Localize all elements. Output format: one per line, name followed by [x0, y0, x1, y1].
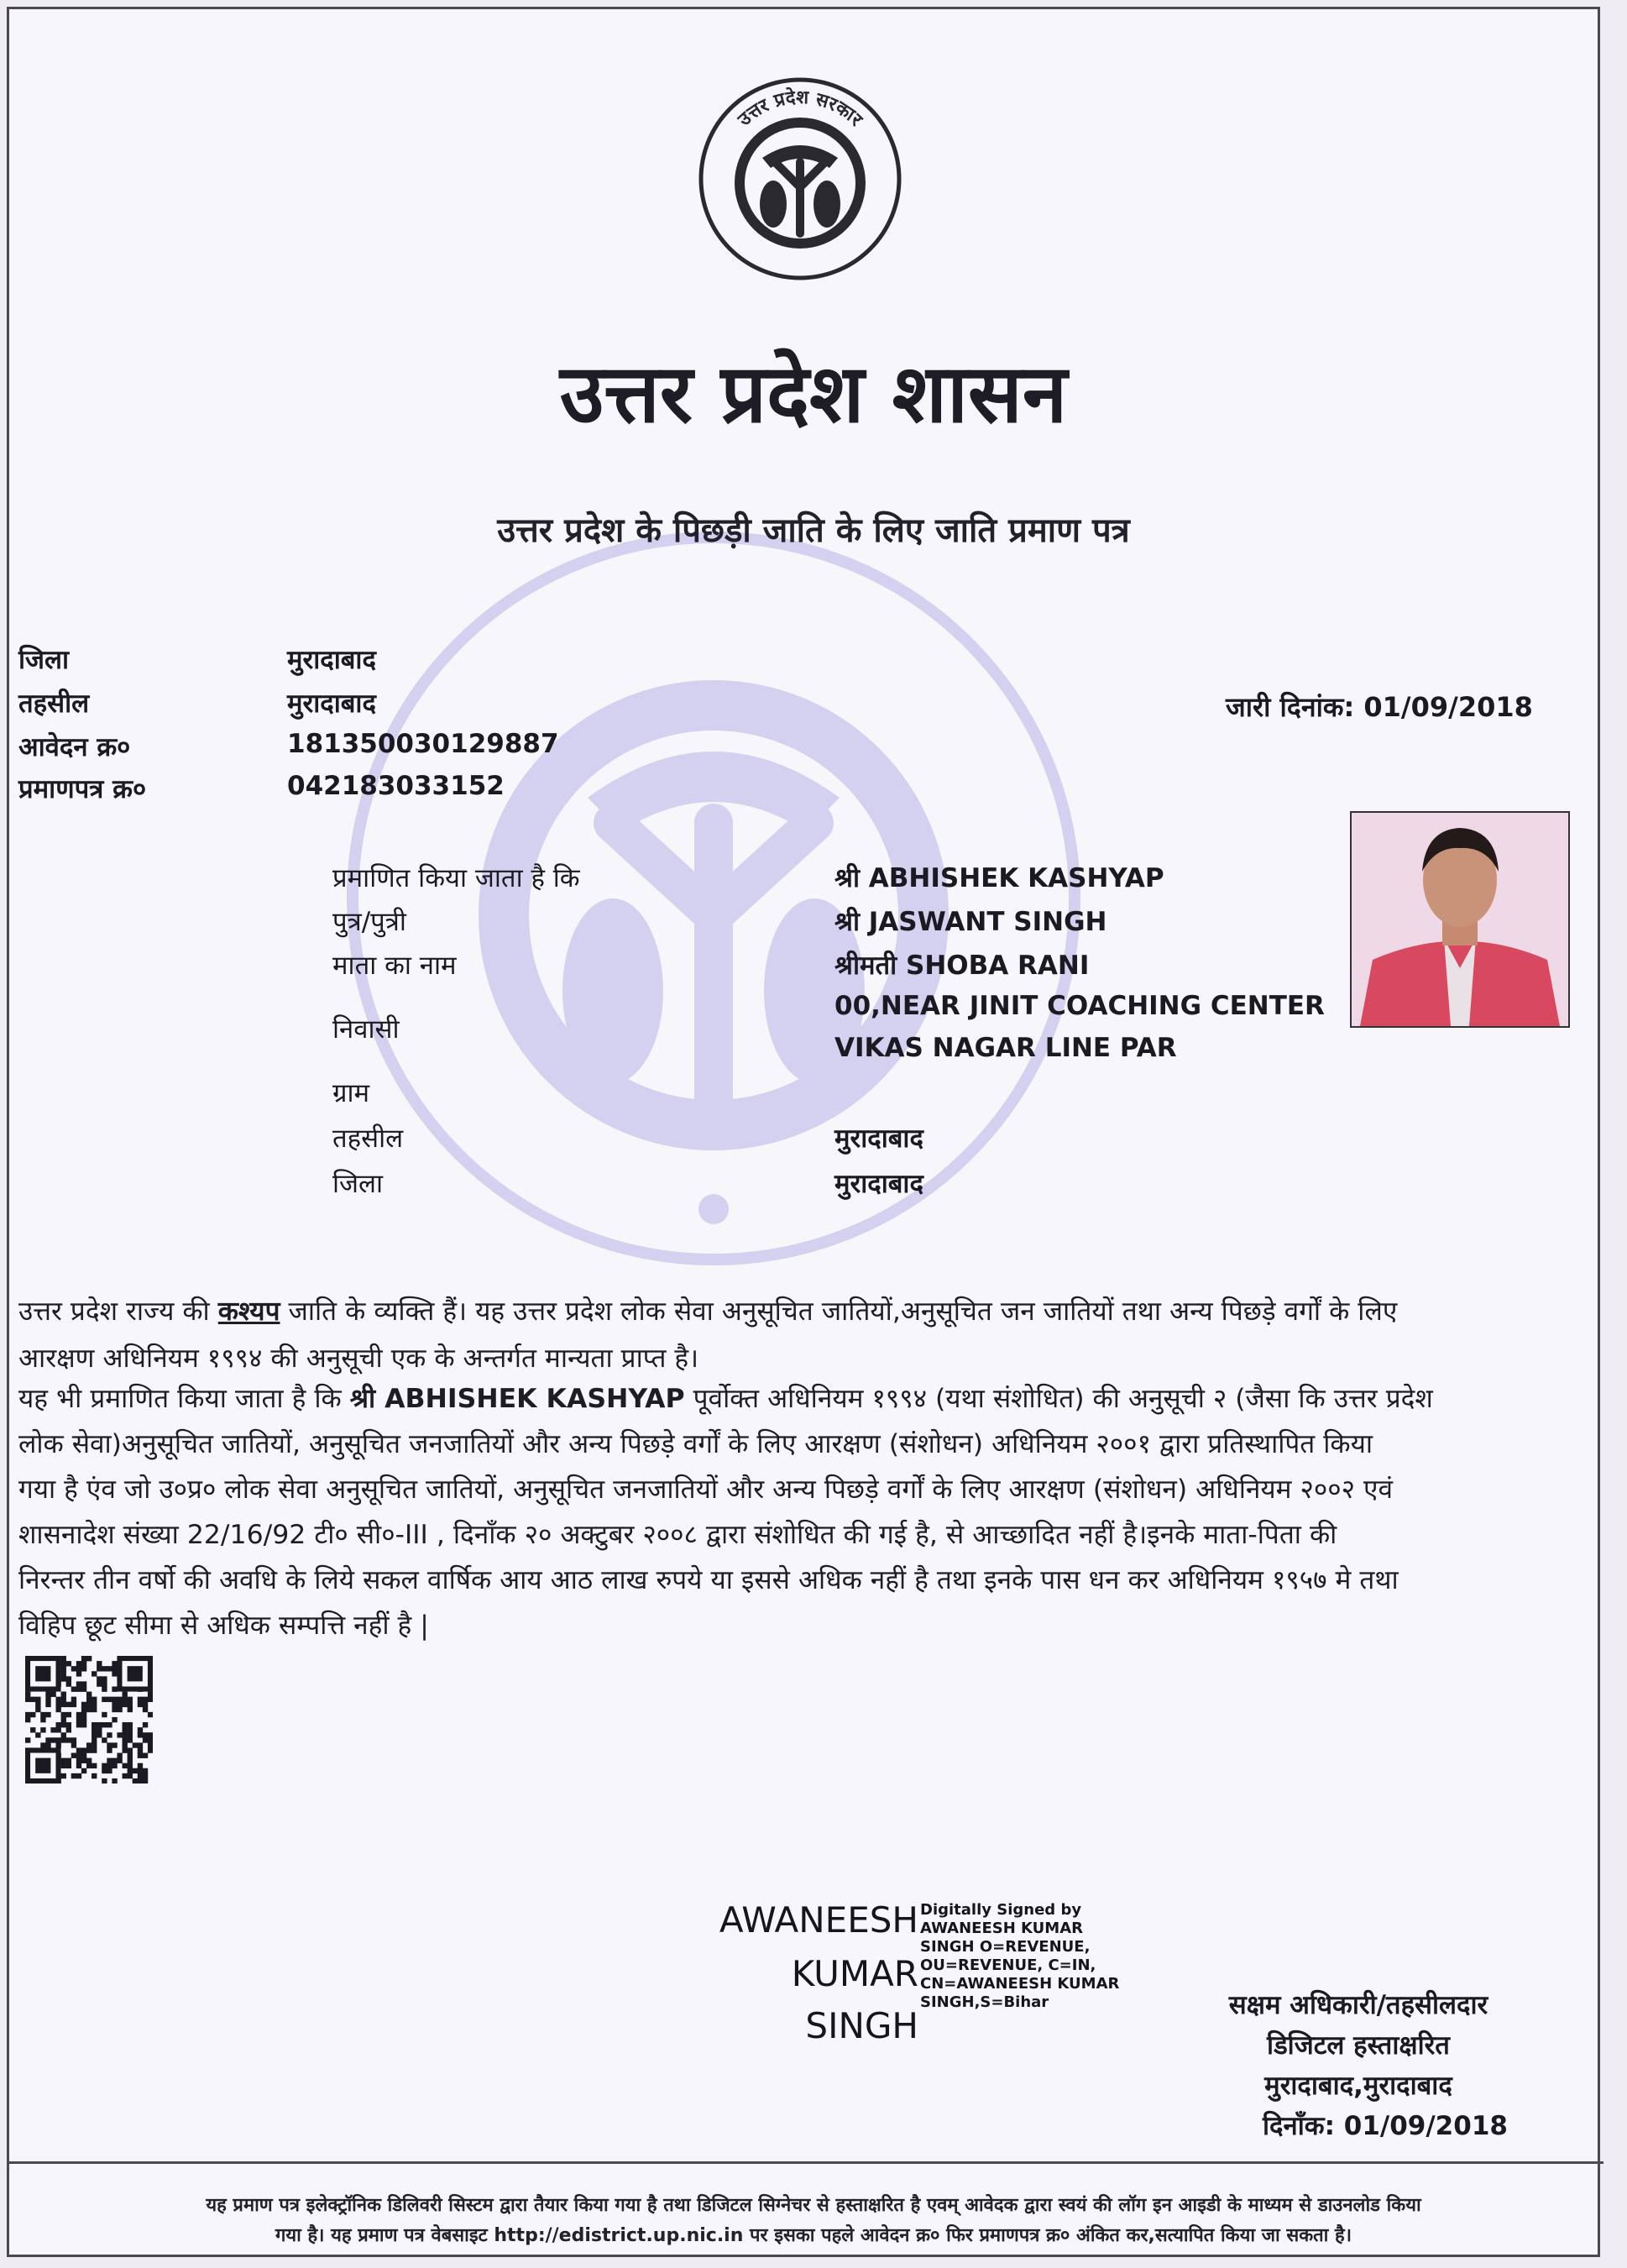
footer-note-line-1: यह प्रमाण पत्र इलेक्ट्रॉनिक डिलिवरी सिस्टम द्वारा तैयार किया गया है तथा डिजिटल सिग्नेचर से हस्ताक्षरित है एवम् आवेदक द्वारा स्वयं की लॉग इन आइडी के माध्यम से डाउनलोड किया [206, 2195, 1421, 2216]
certificate-subtitle: उत्तर प्रदेश के पिछड़ी जाति के लिए जाति प्रमाण पत्र [497, 511, 1130, 550]
person-photo-icon [1352, 813, 1568, 1026]
application-number-value: 181350030129887 [287, 729, 559, 759]
up-government-seal-icon [695, 74, 905, 284]
father-name: श्री JASWANT SINGH [834, 907, 1107, 937]
tehsil-value: मुरादाबाद [287, 689, 376, 719]
address-line-1: 00,NEAR JINIT COACHING CENTER [834, 991, 1325, 1021]
signer-name-line-1: AWANEESH [719, 1899, 918, 1941]
address-line-2: VIKAS NAGAR LINE PAR [834, 1033, 1177, 1063]
body-paragraph-1-line-2: आरक्षण अधिनियम १९९४ की अनुसूची एक के अन्तर्गत मान्यता प्राप्त है। [18, 1344, 699, 1374]
body-paragraph-2-line-2: लोक सेवा)अनुसूचित जातियों, अनुसूचित जनजातियों और अन्य पिछड़े वर्गों के लिए आरक्षण (संशोधन) अधिनियम २००१ द्वारा प्रतिस्थापित किया [18, 1429, 1373, 1459]
certificate-number-label: प्रमाणपत्र क्र० [18, 774, 147, 804]
digitally-signed-label: डिजिटल हस्ताक्षरित [1267, 2030, 1450, 2061]
son-daughter-label: पुत्र/पुत्री [332, 907, 406, 937]
authority-location: मुरादाबाद,मुरादाबाद [1264, 2071, 1452, 2101]
applicant-photo [1350, 811, 1570, 1028]
signer-name-line-3: SINGH [805, 2005, 918, 2046]
signature-date: दिनाँक: 01/09/2018 [1263, 2111, 1508, 2141]
body-paragraph-2-line-5: निरन्तर तीन वर्षो की अवधि के लिये सकल वार्षिक आय आठ लाख रुपये या इससे अधिक नहीं है तथा इनके पास धन कर अधिनियम १९५७ मे तथा [18, 1565, 1399, 1595]
signer-name-line-2: KUMAR [791, 1953, 918, 1994]
footer-note-line-2: गया है। यह प्रमाण पत्र वेबसाइट http://edistrict.up.nic.in पर इसका पहले आवेदन क्र० फिर प्रमाणपत्र क्र० अंकित कर,सत्यापित किया जा सकता है। [275, 2225, 1352, 2246]
detail-district-label: जिला [332, 1169, 384, 1199]
authority-designation: सक्षम अधिकारी/तहसीलदार [1228, 1990, 1488, 2020]
issue-date: जारी दिनांक: 01/09/2018 [1226, 691, 1533, 723]
body-paragraph-1-line-1: उत्तर प्रदेश राज्य की कश्यप जाति के व्यक्ति हैं। यह उत्तर प्रदेश लोक सेवा अनुसूचित जातियों,अनुसूचित जन जातियों तथा अन्य पिछड़े वर्गों के लिए [18, 1296, 1398, 1327]
qr-code-icon [25, 1656, 153, 1783]
detail-district-value: मुरादाबाद [834, 1169, 923, 1199]
district-value: मुरादाबाद [287, 645, 376, 675]
body-paragraph-2-line-3: गया है एंव जो उ०प्र० लोक सेवा अनुसूचित जातियों, अनुसूचित जनजातियों और अन्य पिछड़े वर्गों के लिए आरक्षण (संशोधन) अधिनियम २००२ एवं [18, 1474, 1393, 1505]
digital-signature-details: Digitally Signed by AWANEESH KUMAR SINGH O=REVENUE, OU=REVENUE, C=IN, CN=AWANEESH KUMAR SINGH,S=Bihar [920, 1901, 1120, 2011]
body-applicant-name: श्री ABHISHEK KASHYAP [349, 1384, 685, 1414]
page-title: उत्तर प्रदेश शासन [559, 346, 1068, 441]
mother-name-label: माता का नाम [332, 951, 457, 981]
district-label: जिला [18, 645, 70, 675]
resident-label: निवासी [332, 1014, 400, 1045]
watermark-emblem-icon [336, 521, 1091, 1276]
body-paragraph-2-line-1: यह भी प्रमाणित किया जाता है कि श्री ABHISHEK KASHYAP पूर्वोक्त अधिनियम १९९४ (यथा संशोधित) की अनुसूची २ (जैसा कि उत्तर प्रदेश [18, 1384, 1433, 1414]
footer-divider [8, 2161, 1603, 2164]
village-label: ग्राम [332, 1078, 370, 1108]
applicant-name: श्री ABHISHEK KASHYAP [834, 863, 1164, 893]
seal-text: उत्तर प्रदेश सरकार [734, 86, 866, 131]
caste-name: कश्यप [217, 1296, 280, 1327]
application-number-label: आवेदन क्र० [18, 732, 131, 762]
certified-label: प्रमाणित किया जाता है कि [332, 863, 580, 893]
certificate-number-value: 042183033152 [287, 771, 505, 801]
body-paragraph-2-line-6: विहिप छूट सीमा से अधिक सम्पत्ति नहीं है | [18, 1611, 429, 1641]
mother-name: श्रीमती SHOBA RANI [834, 951, 1090, 981]
body-paragraph-2-line-4: शासनादेश संख्या 22/16/92 टी० सी०-III , दिनाँक २० अक्टुबर २००८ द्वारा संशोधित की गई है, से आच्छादित नहीं है।इनके माता-पिता की [18, 1520, 1337, 1550]
detail-tehsil-label: तहसील [332, 1124, 404, 1154]
detail-tehsil-value: मुरादाबाद [834, 1124, 923, 1154]
tehsil-label: तहसील [18, 689, 90, 719]
